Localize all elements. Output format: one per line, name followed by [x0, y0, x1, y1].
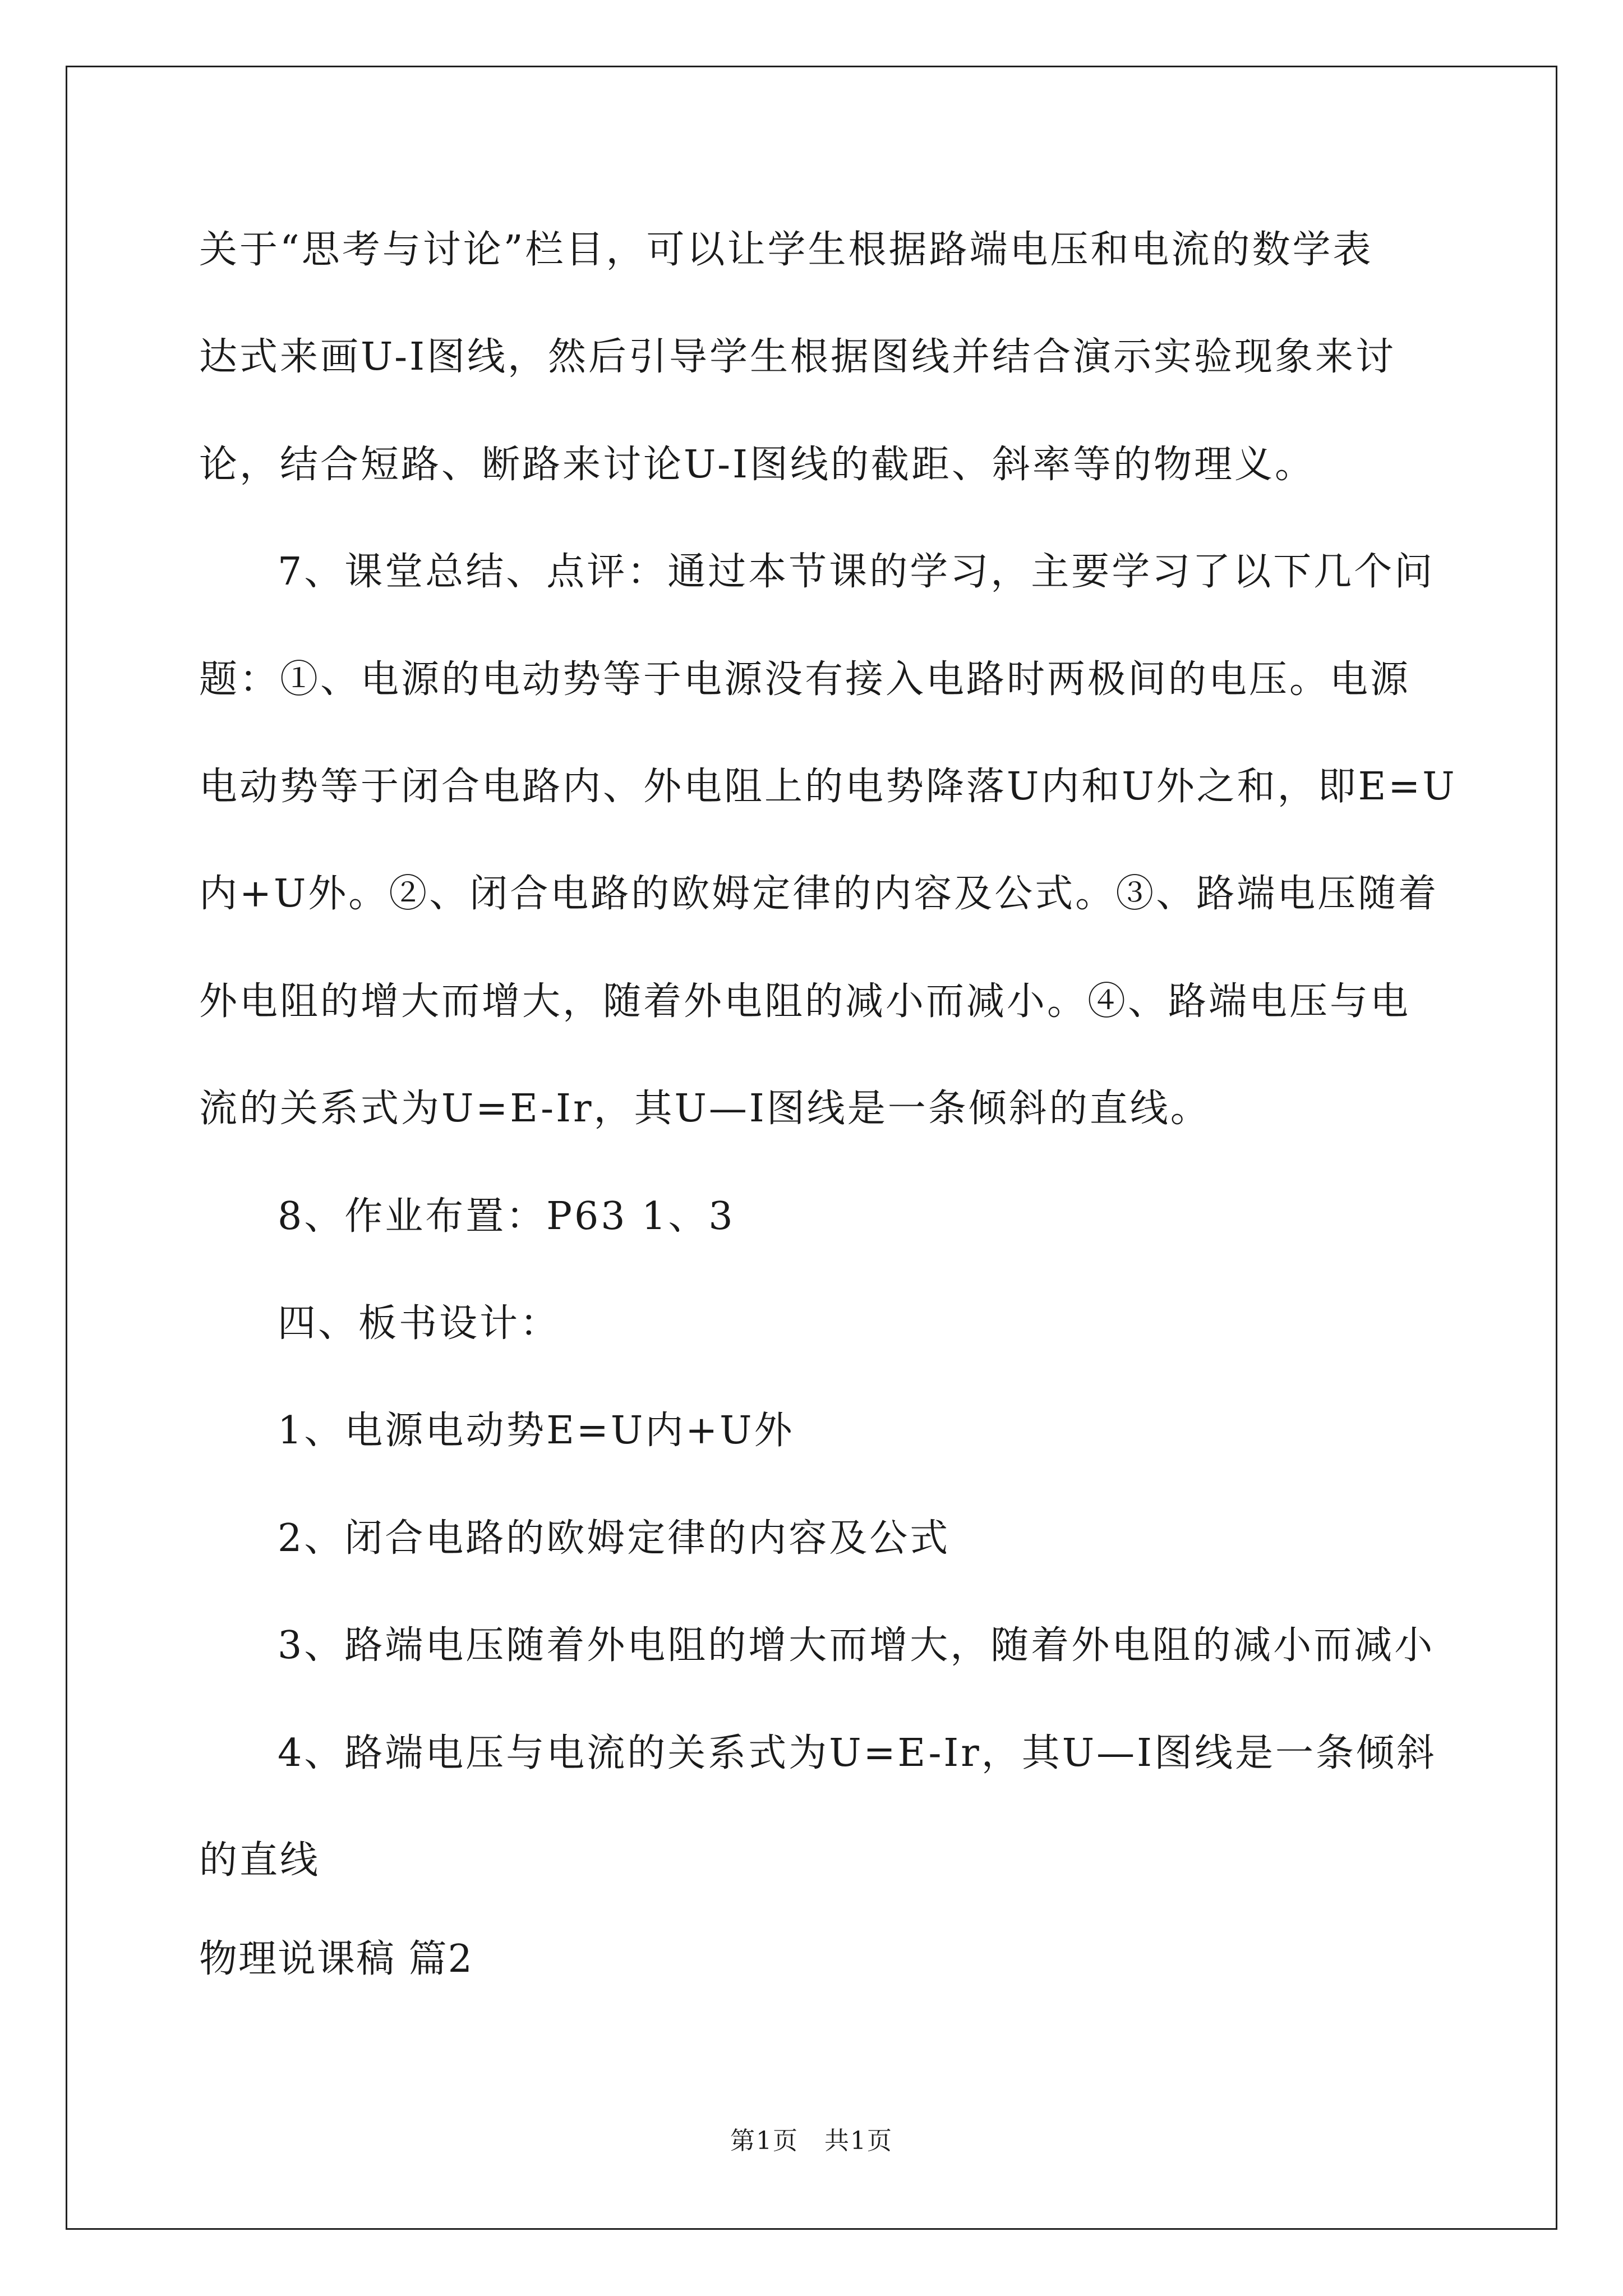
body-line-1: 关于“思考与讨论”栏目，可以让学生根据路端电压和电流的数学表: [199, 228, 1373, 272]
board-design-heading: 四、板书设计：: [278, 1301, 561, 1346]
body-line-2: 达式来画U-I图线，然后引导学生根据图线并结合演示实验现象来讨: [199, 335, 1396, 379]
body-line-3: 论，结合短路、断路来讨论U-I图线的截距、斜率等的物理义。: [199, 443, 1315, 487]
body-line-4: 7、课堂总结、点评：通过本节课的学习，主要学习了以下几个问: [278, 550, 1435, 594]
page-footer: 第1页 共1页: [730, 2127, 893, 2155]
body-line-6: 电动势等于闭合电路内、外电阻上的电势降落U内和U外之和，即E=U: [199, 765, 1457, 809]
board-item-4: 4、路端电压与电流的关系式为U=E-Ir，其U—I图线是一条倾斜: [278, 1731, 1437, 1775]
body-line-5: 题：①、电源的电动势等于电源没有接入电路时两极间的电压。电源: [199, 657, 1411, 702]
body-line-7: 内+U外。②、闭合电路的欧姆定律的内容及公式。③、路端电压随着: [199, 872, 1439, 916]
body-line-9: 流的关系式为U=E-Ir，其U—I图线是一条倾斜的直线。: [199, 1087, 1211, 1131]
homework-line: 8、作业布置：P63 1、3: [278, 1194, 735, 1239]
board-item-2: 2、闭合电路的欧姆定律的内容及公式: [278, 1516, 951, 1561]
body-line-8: 外电阻的增大而增大，随着外电阻的减小而减小。④、路端电压与电: [199, 979, 1411, 1024]
page-border: [66, 66, 1557, 2230]
board-item-1: 1、电源电动势E=U内+U外: [278, 1409, 795, 1453]
board-item-4-continued: 的直线: [199, 1838, 321, 1883]
section-heading: 物理说课稿 篇2: [199, 1937, 473, 1981]
board-item-3: 3、路端电压随着外电阻的增大而增大，随着外电阻的减小而减小: [278, 1623, 1435, 1668]
